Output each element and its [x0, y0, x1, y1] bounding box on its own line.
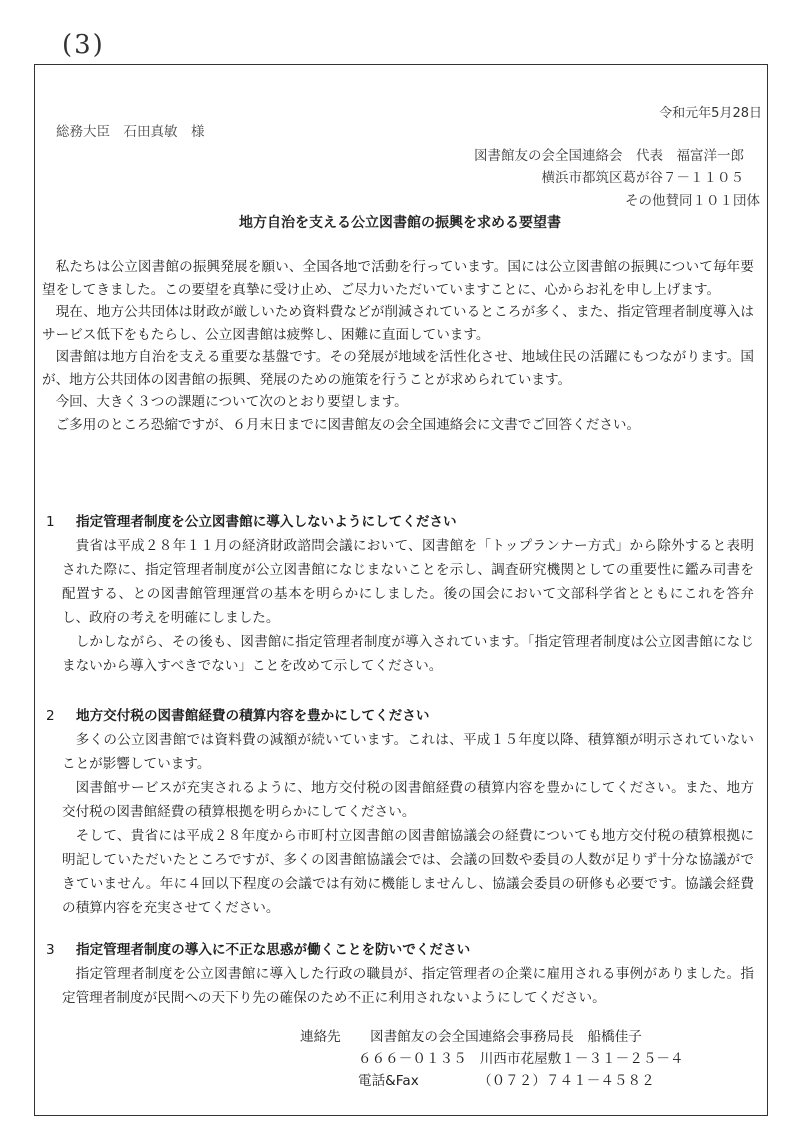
contact-tel-label: 電話&Fax	[358, 1073, 419, 1089]
intro-paragraph: 私たちは公立図書館の振興発展を願い、全国各地で活動を行っています。国には公立図書館の振興について毎年要望をしてきました。この要望を真摯に受け止め、ご尽力いただいていますことに、心からお礼を申し上げます。	[42, 259, 754, 298]
section-heading	[42, 510, 754, 534]
section-paragraph: 指定管理者制度を公立図書館に導入した行政の職員が、指定管理者の企業に雇用される事例がありました。指定管理者制度が民間への天下り先の確保のため不正に利用されないようにしてください。	[62, 966, 754, 1006]
contact-block	[300, 1026, 684, 1092]
intro-paragraph: 現在、地方公共団体は財政が厳しいため資料費などが削減されているところが多く、また、指定管理者制度導入はサービス低下をもたらし、公立図書館は疲弊し、困難に直面しています。	[42, 304, 754, 343]
intro-paragraph: 今回、大きく３つの課題について次のとおり要望します。	[55, 394, 408, 410]
section-number: 3	[46, 942, 55, 958]
section-number: 1	[46, 514, 55, 530]
section-paragraph: そして、貴省には平成２８年度から市町村立図書館の図書館協議会の経費についても地方交付税の積算根拠に明記していただいたところですが、多くの図書館協議会では、会議の回数や委員の人数が足りず十分な協議ができていません。年に４回以下程度の会議では有効に機能しませんし、協議会委員の研修も必要です。協議会経費の積算内容を充実させてください。	[62, 828, 754, 916]
intro-paragraph: ご多用のところ恐縮ですが、６月末日までに図書館友の会全国連絡会に文書でご回答ください。	[55, 416, 641, 433]
request-section-3	[42, 938, 754, 1010]
contact-name-row	[300, 1026, 684, 1048]
section-title: 指定管理者制度を公立図書館に導入しないようにしてください	[76, 514, 457, 530]
contact-postal: ６６６－０１３５	[358, 1051, 467, 1067]
page-number: (3)	[62, 30, 105, 60]
section-number: 2	[46, 708, 55, 724]
section-body	[42, 962, 754, 1010]
section-paragraph: 多くの公立図書館では資料費の減額が続いています。これは、平成１５年度以降、積算額が明示されていないことが影響しています。	[62, 732, 754, 772]
section-heading	[42, 704, 754, 728]
section-title: 指定管理者制度の導入に不正な思惑が働くことを防いでください	[76, 942, 471, 958]
contact-address-row	[300, 1048, 684, 1070]
section-heading	[42, 938, 754, 962]
section-title: 地方交付税の図書館経費の積算内容を豊かにしてください	[76, 708, 430, 724]
sender-address: 横浜市都筑区葛が谷７－１１０５	[541, 170, 744, 186]
request-section-2	[42, 704, 754, 920]
section-paragraph: しかしながら、その後も、図書館に指定管理者制度が導入されています。「指定管理者制度は公立図書館になじまないから導入すべきでない」ことを改めて示してください。	[62, 634, 754, 674]
contact-label: 連絡先	[300, 1029, 341, 1045]
contact-name: 図書館友の会全国連絡会事務局長 船橋佳子	[370, 1029, 642, 1045]
intro-paragraph: 図書館は地方自治を支える重要な基盤です。その発展が地域を活性化させ、地域住民の活躍にもつながります。国が、地方公共団体の図書館の振興、発展のための施策を行うことが求められています。	[42, 349, 754, 388]
sender-organization: 図書館友の会全国連絡会 代表 福富洋一郎	[474, 148, 744, 164]
section-paragraph: 貴省は平成２８年１１月の経済財政諮問会議において、図書館を「トップランナー方式」から除外すると表明された際に、指定管理者制度が公立図書館になじまないことを示し、調査研究機関としての重要性に鑑み司書を配置する、との図書館管理運営の基本を明らかにしました。後の国会において文部科学省とともにこれを答弁し、政府の考えを明確にしました。	[62, 538, 754, 626]
sender-supporters: その他賛同１０１団体	[625, 193, 760, 209]
contact-tel: （０７２）７４１－４５８２	[478, 1073, 655, 1089]
addressee: 総務大臣 石田真敏 様	[56, 124, 205, 140]
document-title: 地方自治を支える公立図書館の振興を求める要望書	[239, 215, 561, 231]
section-paragraph: 図書館サービスが充実されるように、地方交付税の図書館経費の積算内容を豊かにしてください。また、地方交付税の図書館経費の積算根拠を明らかにしてください。	[62, 780, 754, 820]
section-body	[42, 728, 754, 920]
contact-address: 川西市花屋敷１－３１－２５－４	[479, 1051, 684, 1067]
contact-tel-row	[300, 1070, 684, 1092]
request-section-1	[42, 510, 754, 678]
section-body	[42, 534, 754, 678]
intro-block	[42, 256, 754, 436]
letter-date: 令和元年5月28日	[659, 106, 762, 121]
